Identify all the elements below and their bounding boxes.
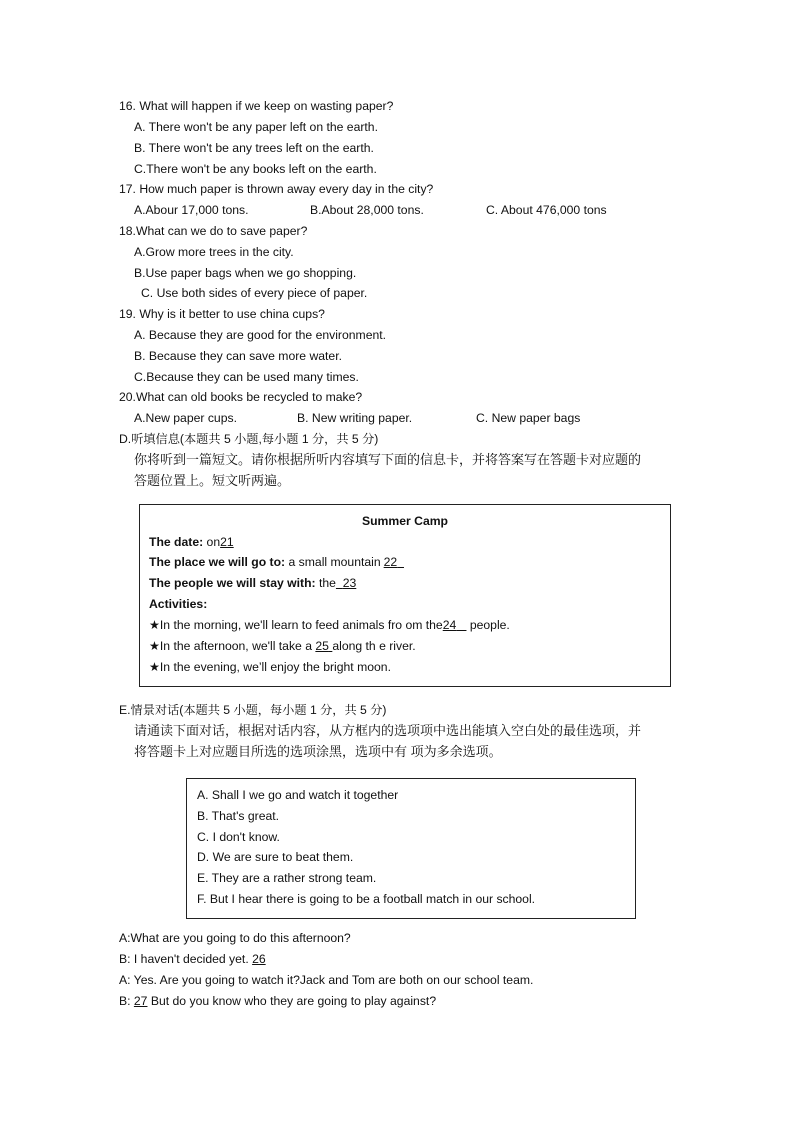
option-f: F. But I hear there is going to be a football match in our school. (197, 892, 536, 906)
section-d-heading: D.听填信息(本题共 5 小题,每小题 1 分，共 5 分) (119, 432, 379, 446)
section-e-instruction-line2: 将答题卡上对应题目所选的选项涂黑，选项中有 项为多余选项。 (134, 744, 502, 759)
dialogue-line-2: B: I haven't decided yet. 26 (119, 952, 266, 966)
question-19-option-b: B. Because they can save more water. (134, 349, 342, 363)
question-16-option-a: A. There won't be any paper left on the earth. (134, 120, 378, 134)
card-date-row (149, 534, 234, 550)
people-label: The people we will stay with: (149, 576, 316, 590)
section-d-instruction-line2: 答题位置上。短文听两遍。 (134, 473, 291, 488)
blank-21: 21 (220, 535, 234, 549)
option-d: D. We are sure to beat them. (197, 850, 354, 864)
question-19-option-a: A. Because they are good for the environment. (134, 328, 387, 342)
blank-27: 27 (133, 994, 148, 1008)
question-16-stem: 16. What will happen if we keep on wasting paper? (119, 99, 394, 113)
activity-morning: ★In the morning, we'll learn to feed animals fro om the24 people. (149, 618, 510, 632)
question-17-option-c: C. About 476,000 tons (486, 203, 607, 217)
option-a: A. Shall I we go and watch it together (197, 788, 399, 802)
options-box (186, 778, 636, 919)
card-place-row (149, 554, 404, 570)
question-18-option-a: A.Grow more trees in the city. (134, 245, 294, 259)
blank-22: 22 (383, 555, 398, 569)
question-20-option-b: B. New writing paper. (297, 411, 413, 425)
card-title: Summer Camp (361, 514, 448, 528)
question-18-option-c: C. Use both sides of every piece of paper. (141, 286, 368, 300)
summer-camp-card (139, 504, 671, 687)
question-20-option-c: C. New paper bags (476, 411, 581, 425)
question-17-stem: 17. How much paper is thrown away every day in the city? (119, 182, 434, 196)
people-text: the (315, 576, 336, 590)
place-text: a small mountain (285, 555, 381, 569)
question-16-option-b: B. There won't be any trees left on the earth. (134, 141, 374, 155)
option-b: B. That's great. (197, 809, 280, 823)
question-19-stem: 19. Why is it better to use china cups? (119, 307, 325, 321)
dialogue-line-4: B: 27 But do you know who they are going to play against? (119, 994, 437, 1008)
question-19-option-c: C.Because they can be used many times. (134, 370, 359, 384)
activity-evening: ★In the evening, we’ll enjoy the bright moon. (149, 660, 391, 674)
question-20-option-a: A.New paper cups. (134, 411, 237, 425)
question-16-option-c: C.There won't be any books left on the earth. (134, 162, 377, 176)
question-17-option-a: A.Abour 17,000 tons. (134, 203, 249, 217)
section-d-instruction-line1: 你将听到一篇短文。请你根据所听内容填写下面的信息卡，并将答案写在答题卡对应题的 (134, 452, 642, 467)
blank-25: 25 (315, 639, 329, 653)
section-e-heading: E.情景对话(本题共 5 小题，每小题 1 分，共 5 分) (119, 703, 387, 717)
date-prefix: on (203, 535, 221, 549)
card-people-row (149, 575, 356, 591)
section-e-instruction-line1: 请通读下面对话，根据对话内容，从方框内的选项项中选出能填入空白处的最佳选项，并 (134, 723, 642, 738)
question-18-stem: 18.What can we do to save paper? (119, 224, 308, 238)
blank-24: 24 (442, 618, 457, 632)
dialogue-line-3: A: Yes. Are you going to watch it?Jack and Tom are both on our school team. (119, 973, 534, 987)
question-17-option-b: B.About 28,000 tons. (310, 203, 424, 217)
dialogue-line-1: A:What are you going to do this afternoon? (119, 931, 351, 945)
activity-afternoon: ★In the afternoon, we'll take a 25 along th e river. (149, 639, 416, 653)
question-20-stem: 20.What can old books be recycled to make? (119, 390, 363, 404)
option-e: E. They are a rather strong team. (197, 871, 377, 885)
blank-23: 23 (342, 576, 357, 590)
activities-label: Activities: (149, 597, 208, 611)
option-c: C. I don't know. (197, 830, 280, 844)
place-label: The place we will go to: (149, 555, 286, 569)
blank-26: 26 (252, 952, 266, 966)
date-label: The date: (149, 535, 204, 549)
question-18-option-b: B.Use paper bags when we go shopping. (134, 266, 357, 280)
